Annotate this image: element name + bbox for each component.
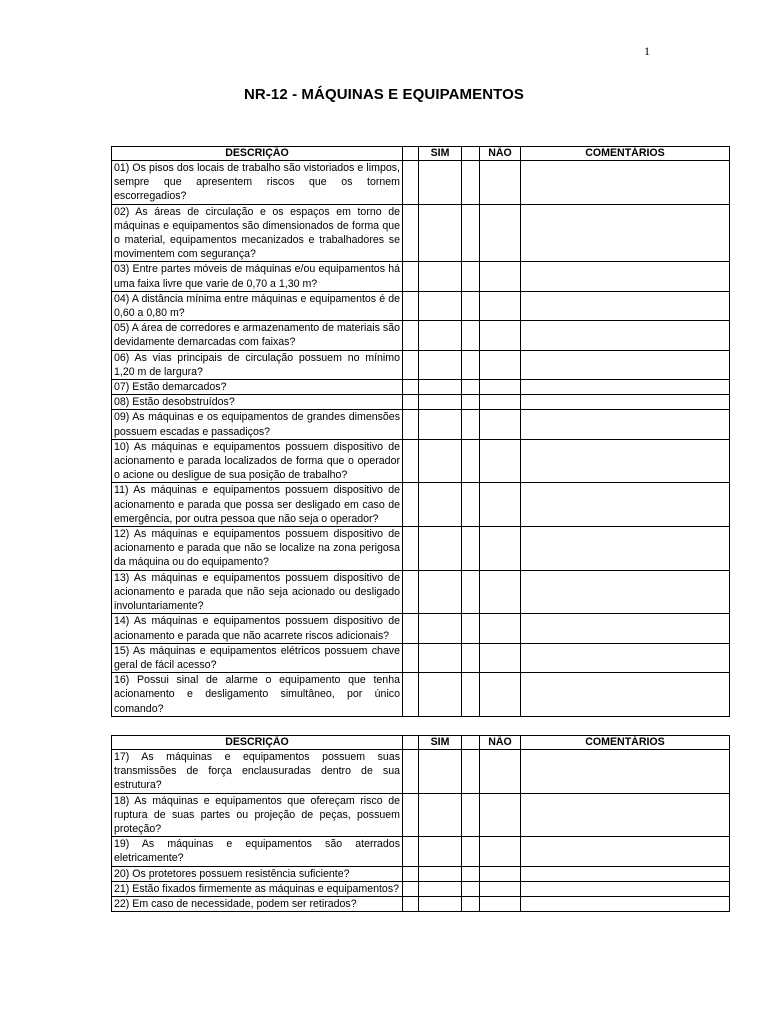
comment-cell[interactable] bbox=[521, 793, 730, 837]
comment-cell[interactable] bbox=[521, 262, 730, 291]
spacer-cell bbox=[462, 881, 480, 896]
question-text: 19) As máquinas e equipamentos são aterrados eletricamente? bbox=[112, 837, 403, 866]
nao-answer-cell[interactable] bbox=[480, 483, 521, 527]
sim-answer-cell[interactable] bbox=[419, 483, 462, 527]
nao-answer-cell[interactable] bbox=[480, 881, 521, 896]
table-row bbox=[112, 410, 730, 439]
nao-answer-cell[interactable] bbox=[480, 161, 521, 205]
header-comentarios: COMENTÁRIOS bbox=[521, 736, 730, 750]
table-row bbox=[112, 837, 730, 866]
sim-answer-cell[interactable] bbox=[419, 673, 462, 717]
question-text: 13) As máquinas e equipamentos possuem dispositivo de acionamento e parada que não seja acionado ou desligado involuntariamente? bbox=[112, 570, 403, 614]
spacer-cell bbox=[403, 262, 419, 291]
nao-answer-cell[interactable] bbox=[480, 291, 521, 320]
header-nao: NÃO bbox=[480, 736, 521, 750]
question-text: 04) A distância mínima entre máquinas e equipamentos é de 0,60 a 0,80 m? bbox=[112, 291, 403, 320]
header-spacer bbox=[403, 147, 419, 161]
sim-answer-cell[interactable] bbox=[419, 161, 462, 205]
question-text: 10) As máquinas e equipamentos possuem dispositivo de acionamento e parada localizados de forma que o operador o acione ou desligue de sua posição de trabalho? bbox=[112, 439, 403, 483]
sim-answer-cell[interactable] bbox=[419, 643, 462, 672]
comment-cell[interactable] bbox=[521, 570, 730, 614]
question-text: 22) Em caso de necessidade, podem ser retirados? bbox=[112, 897, 403, 912]
spacer-cell bbox=[403, 527, 419, 571]
spacer-cell bbox=[403, 161, 419, 205]
spacer-cell bbox=[462, 793, 480, 837]
spacer-cell bbox=[462, 262, 480, 291]
spacer-cell bbox=[462, 439, 480, 483]
spacer-cell bbox=[403, 439, 419, 483]
spacer-cell bbox=[403, 673, 419, 717]
question-text: 14) As máquinas e equipamentos possuem dispositivo de acionamento e parada que não acarrete riscos adicionais? bbox=[112, 614, 403, 643]
sim-answer-cell[interactable] bbox=[419, 321, 462, 350]
spacer-cell bbox=[462, 866, 480, 881]
table-row bbox=[112, 321, 730, 350]
header-comentarios: COMENTÁRIOS bbox=[521, 147, 730, 161]
comment-cell[interactable] bbox=[521, 527, 730, 571]
spacer-cell bbox=[462, 614, 480, 643]
comment-cell[interactable] bbox=[521, 410, 730, 439]
sim-answer-cell[interactable] bbox=[419, 204, 462, 262]
table-row bbox=[112, 439, 730, 483]
sim-answer-cell[interactable] bbox=[419, 380, 462, 395]
table-row bbox=[112, 897, 730, 912]
header-descricao: DESCRIÇÃO bbox=[112, 736, 403, 750]
table-row bbox=[112, 614, 730, 643]
spacer-cell bbox=[403, 897, 419, 912]
question-text: 20) Os protetores possuem resistência suficiente? bbox=[112, 866, 403, 881]
question-text: 09) As máquinas e os equipamentos de grandes dimensões possuem escadas e passadiços? bbox=[112, 410, 403, 439]
table-row bbox=[112, 204, 730, 262]
spacer-cell bbox=[462, 321, 480, 350]
table-row bbox=[112, 161, 730, 205]
comment-cell[interactable] bbox=[521, 614, 730, 643]
spacer-cell bbox=[403, 837, 419, 866]
sim-answer-cell[interactable] bbox=[419, 527, 462, 571]
spacer-cell bbox=[462, 570, 480, 614]
sim-answer-cell[interactable] bbox=[419, 866, 462, 881]
nao-answer-cell[interactable] bbox=[480, 614, 521, 643]
sim-answer-cell[interactable] bbox=[419, 395, 462, 410]
table-row bbox=[112, 291, 730, 320]
question-text: 08) Estão desobstruídos? bbox=[112, 395, 403, 410]
sim-answer-cell[interactable] bbox=[419, 897, 462, 912]
nao-answer-cell[interactable] bbox=[480, 643, 521, 672]
table-row bbox=[112, 570, 730, 614]
table-row bbox=[112, 881, 730, 896]
comment-cell[interactable] bbox=[521, 750, 730, 794]
sim-answer-cell[interactable] bbox=[419, 350, 462, 379]
spacer-cell bbox=[462, 643, 480, 672]
nao-answer-cell[interactable] bbox=[480, 866, 521, 881]
spacer-cell bbox=[403, 291, 419, 320]
spacer-cell bbox=[462, 410, 480, 439]
sim-answer-cell[interactable] bbox=[419, 570, 462, 614]
sim-answer-cell[interactable] bbox=[419, 750, 462, 794]
table-row bbox=[112, 527, 730, 571]
page-number: 1 bbox=[644, 44, 650, 58]
spacer-cell bbox=[462, 750, 480, 794]
nao-answer-cell[interactable] bbox=[480, 380, 521, 395]
spacer-cell bbox=[462, 161, 480, 205]
nao-answer-cell[interactable] bbox=[480, 204, 521, 262]
nao-answer-cell[interactable] bbox=[480, 410, 521, 439]
sim-answer-cell[interactable] bbox=[419, 291, 462, 320]
question-text: 15) As máquinas e equipamentos elétricos possuem chave geral de fácil acesso? bbox=[112, 643, 403, 672]
comment-cell[interactable] bbox=[521, 439, 730, 483]
spacer-cell bbox=[403, 750, 419, 794]
comment-cell[interactable] bbox=[521, 291, 730, 320]
question-text: 05) A área de corredores e armazenamento de materiais são devidamente demarcadas com faixas? bbox=[112, 321, 403, 350]
comment-cell[interactable] bbox=[521, 673, 730, 717]
sim-answer-cell[interactable] bbox=[419, 410, 462, 439]
nao-answer-cell[interactable] bbox=[480, 439, 521, 483]
table-row bbox=[112, 395, 730, 410]
table-header-row bbox=[112, 147, 730, 161]
spacer-cell bbox=[462, 527, 480, 571]
table-row bbox=[112, 380, 730, 395]
header-spacer bbox=[403, 736, 419, 750]
table-header-row bbox=[112, 736, 730, 750]
checklist-table-2 bbox=[111, 735, 730, 912]
table-row bbox=[112, 350, 730, 379]
header-nao: NÃO bbox=[480, 147, 521, 161]
spacer-cell bbox=[462, 380, 480, 395]
question-text: 21) Estão fixados firmemente as máquinas e equipamentos? bbox=[112, 881, 403, 896]
nao-answer-cell[interactable] bbox=[480, 527, 521, 571]
nao-answer-cell[interactable] bbox=[480, 262, 521, 291]
table-row bbox=[112, 262, 730, 291]
sim-answer-cell[interactable] bbox=[419, 262, 462, 291]
question-text: 02) As áreas de circulação e os espaços em torno de máquinas e equipamentos são dimensionados de forma que o material, equipamentos mecanizados e trabalhadores se movimentem com segurança? bbox=[112, 204, 403, 262]
question-text: 07) Estão demarcados? bbox=[112, 380, 403, 395]
spacer-cell bbox=[403, 866, 419, 881]
spacer-cell bbox=[403, 614, 419, 643]
comment-cell[interactable] bbox=[521, 837, 730, 866]
spacer-cell bbox=[462, 350, 480, 379]
comment-cell[interactable] bbox=[521, 161, 730, 205]
table-row bbox=[112, 866, 730, 881]
sim-answer-cell[interactable] bbox=[419, 837, 462, 866]
spacer-cell bbox=[462, 673, 480, 717]
spacer-cell bbox=[403, 643, 419, 672]
checklist-table-1 bbox=[111, 146, 730, 717]
nao-answer-cell[interactable] bbox=[480, 570, 521, 614]
nao-answer-cell[interactable] bbox=[480, 897, 521, 912]
header-spacer bbox=[462, 147, 480, 161]
sim-answer-cell[interactable] bbox=[419, 614, 462, 643]
table-row bbox=[112, 750, 730, 794]
header-sim: SIM bbox=[419, 147, 462, 161]
comment-cell[interactable] bbox=[521, 204, 730, 262]
spacer-cell bbox=[403, 570, 419, 614]
spacer-cell bbox=[403, 380, 419, 395]
sim-answer-cell[interactable] bbox=[419, 793, 462, 837]
nao-answer-cell[interactable] bbox=[480, 321, 521, 350]
sim-answer-cell[interactable] bbox=[419, 881, 462, 896]
spacer-cell bbox=[462, 291, 480, 320]
question-text: 17) As máquinas e equipamentos possuem suas transmissões de força enclausuradas dentro de sua estrutura? bbox=[112, 750, 403, 794]
question-text: 16) Possui sinal de alarme o equipamento que tenha acionamento e desligamento simultâneo, por único comando? bbox=[112, 673, 403, 717]
spacer-cell bbox=[462, 483, 480, 527]
table-row bbox=[112, 793, 730, 837]
header-descricao: DESCRIÇÃO bbox=[112, 147, 403, 161]
nao-answer-cell[interactable] bbox=[480, 673, 521, 717]
spacer-cell bbox=[403, 793, 419, 837]
nao-answer-cell[interactable] bbox=[480, 793, 521, 837]
comment-cell[interactable] bbox=[521, 321, 730, 350]
table-row bbox=[112, 643, 730, 672]
nao-answer-cell[interactable] bbox=[480, 750, 521, 794]
nao-answer-cell[interactable] bbox=[480, 350, 521, 379]
comment-cell[interactable] bbox=[521, 643, 730, 672]
spacer-cell bbox=[403, 204, 419, 262]
spacer-cell bbox=[462, 897, 480, 912]
question-text: 06) As vias principais de circulação possuem no mínimo 1,20 m de largura? bbox=[112, 350, 403, 379]
sim-answer-cell[interactable] bbox=[419, 439, 462, 483]
table-row bbox=[112, 483, 730, 527]
comment-cell[interactable] bbox=[521, 881, 730, 896]
comment-cell[interactable] bbox=[521, 483, 730, 527]
spacer-cell bbox=[462, 837, 480, 866]
spacer-cell bbox=[403, 881, 419, 896]
nao-answer-cell[interactable] bbox=[480, 395, 521, 410]
page-title: NR-12 - MÁQUINAS E EQUIPAMENTOS bbox=[243, 86, 525, 103]
spacer-cell bbox=[462, 395, 480, 410]
comment-cell[interactable] bbox=[521, 380, 730, 395]
comment-cell[interactable] bbox=[521, 866, 730, 881]
question-text: 12) As máquinas e equipamentos possuem dispositivo de acionamento e parada que não se localize na zona perigosa da máquina ou do equipamento? bbox=[112, 527, 403, 571]
spacer-cell bbox=[403, 395, 419, 410]
header-spacer bbox=[462, 736, 480, 750]
comment-cell[interactable] bbox=[521, 395, 730, 410]
question-text: 01) Os pisos dos locais de trabalho são vistoriados e limpos, sempre que apresentem riscos que os tornem escorregadios? bbox=[112, 161, 403, 205]
comment-cell[interactable] bbox=[521, 350, 730, 379]
spacer-cell bbox=[403, 410, 419, 439]
header-sim: SIM bbox=[419, 736, 462, 750]
spacer-cell bbox=[462, 204, 480, 262]
table-row bbox=[112, 673, 730, 717]
spacer-cell bbox=[403, 321, 419, 350]
nao-answer-cell[interactable] bbox=[480, 837, 521, 866]
spacer-cell bbox=[403, 483, 419, 527]
comment-cell[interactable] bbox=[521, 897, 730, 912]
question-text: 18) As máquinas e equipamentos que ofereçam risco de ruptura de suas partes ou projeção de peças, possuem proteção? bbox=[112, 793, 403, 837]
question-text: 11) As máquinas e equipamentos possuem dispositivo de acionamento e parada que possa ser desligado em caso de emergência, por outra pessoa que não seja o operador? bbox=[112, 483, 403, 527]
spacer-cell bbox=[403, 350, 419, 379]
question-text: 03) Entre partes móveis de máquinas e/ou equipamentos há uma faixa livre que varie de 0,70 a 1,30 m? bbox=[112, 262, 403, 291]
